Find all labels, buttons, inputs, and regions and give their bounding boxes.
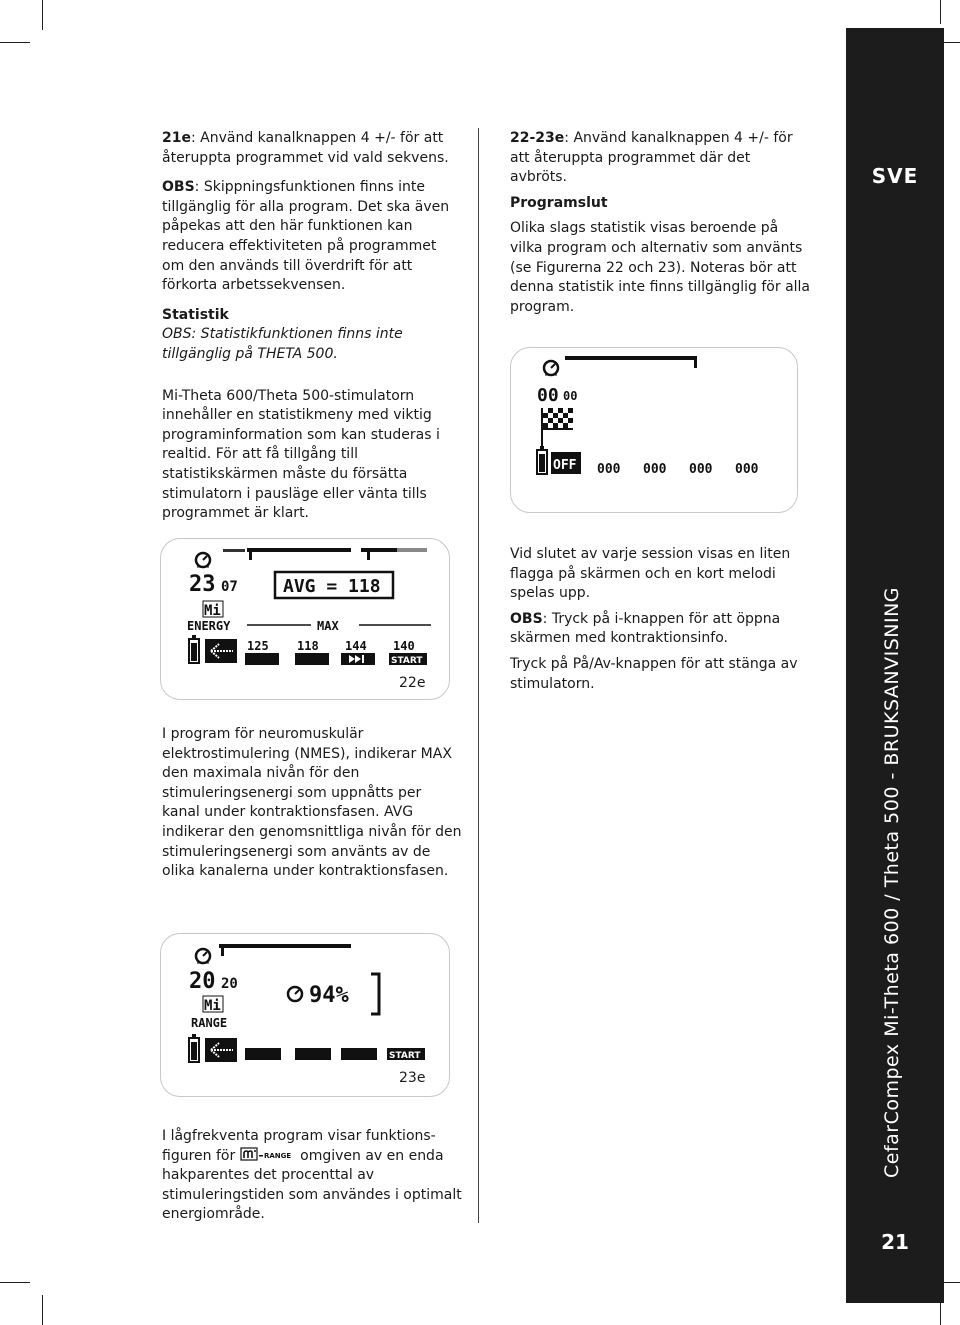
crop-mark	[940, 1300, 941, 1325]
fig22-value-4: 140	[393, 639, 415, 653]
sidebar-tab	[846, 28, 944, 1303]
label-obs: OBS	[162, 179, 195, 196]
fig-end-channel-1: 000	[597, 462, 621, 477]
fig22-value-1: 125	[247, 639, 269, 653]
clock-icon	[196, 949, 210, 963]
paragraph-programslut: Olika slags statistik visas beroende på vilka program och alternativ som använts (se Figurerna 22 och 23). Noteras bör att denna statistik inte finns tillgänglig för alla program.	[510, 220, 811, 315]
fig22-value-2: 118	[297, 639, 319, 653]
svg-text:START: START	[389, 1051, 421, 1061]
figure-22e-label: 22e	[399, 675, 426, 691]
page-number: 21	[881, 1230, 909, 1254]
fig22-time-big: 23	[189, 572, 216, 597]
clock-icon	[544, 361, 558, 375]
crop-mark	[42, 0, 43, 30]
battery-icon	[189, 1034, 199, 1062]
crop-mark	[0, 1282, 30, 1283]
svg-text:RANGE: RANGE	[263, 1151, 291, 1160]
paragraph-power-off: Tryck på På/Av-knappen för att stänga av stimulatorn.	[510, 655, 798, 692]
fig-end-channel-4: 000	[735, 462, 759, 477]
figure-end-lcd	[510, 347, 798, 513]
fig22-avg: AVG = 118	[283, 576, 381, 597]
fig22-value-3: 144	[345, 639, 367, 653]
fig22-energy-label: ENERGY	[187, 619, 231, 633]
skip-icon	[341, 653, 375, 665]
mi-icon	[203, 996, 223, 1014]
heading-programslut: Programslut	[510, 194, 608, 211]
paragraph-22-23e: 22-23e: Använd kanalknappen 4 +/- för att återuppta programmet där det avbröts.	[510, 130, 793, 186]
label-21e: 21e	[162, 130, 191, 146]
svg-text:OFF: OFF	[553, 458, 577, 473]
figure-23e-lcd	[160, 933, 450, 1097]
paragraph-statistik-menu: Mi-Theta 600/Theta 500-stimulatorn innehåller en statistikmeny med viktig programinformation som kan studeras i realtid. För att få tillgång till statistikskärmen måste du försätta stimulatorn i pausläge eller vänta tills programmet är klart.	[162, 387, 440, 522]
fig-end-time-small: 00	[563, 389, 578, 403]
battery-icon	[189, 635, 199, 663]
left-column-middle	[162, 725, 462, 882]
off-label-icon	[551, 452, 581, 474]
progress-bar-icon	[565, 356, 697, 368]
paragraph-obs-skip: OBS: Skippningsfunktionen finns inte tillgänglig för alla program. Det ska även påpekas att den här funktionen kan reducera effektiviteten på programmet om den används till överdrift för att förkorta arbetssekvensen.	[162, 179, 450, 294]
right-column-bottom	[510, 545, 810, 694]
progress-bar-icon	[219, 944, 351, 956]
bracket-icon	[371, 974, 379, 1014]
start-button-icon	[387, 1048, 425, 1061]
mi-icon	[203, 601, 223, 619]
svg-text:START: START	[391, 656, 423, 666]
fig23-time-small: 20	[221, 976, 238, 992]
label-obs-right: OBS	[510, 610, 543, 627]
crop-mark	[940, 0, 941, 24]
fig23-time-big: 20	[189, 969, 216, 994]
fig-end-channel-3: 000	[689, 462, 713, 477]
manual-title: CefarCompex Mi-Theta 600 / Theta 500 - BRUKSANVISNING	[881, 586, 903, 1178]
percent-clock-icon	[288, 987, 302, 1001]
left-column-top	[162, 129, 462, 524]
svg-text:Mi: Mi	[204, 603, 221, 619]
paragraph-21e: 21e: Använd kanalknappen 4 +/- för att återuppta programmet vid vald sekvens.	[162, 130, 449, 166]
clock-icon	[196, 553, 210, 567]
label-22-23e: 22-23e	[510, 130, 565, 146]
fig-end-time-big: 00	[537, 385, 559, 406]
paragraph-obs-i-knappen: OBS: Tryck på i-knappen för att öppna skärmen med kontraktionsinfo.	[510, 610, 781, 647]
figure-22e-lcd	[160, 538, 450, 700]
back-arrow-icon	[205, 1038, 237, 1062]
language-label: SVE	[871, 164, 919, 188]
paragraph-lagfrekventa: I lågfrekventa program visar funktions-figuren för RANGE omgiven av en enda hakparentes det procenttal av stimuleringstiden som användes i optimalt energiområde.	[162, 1128, 462, 1223]
mi-range-icon	[240, 1147, 296, 1161]
checkered-flag-icon	[541, 408, 573, 448]
figure-23e-label: 23e	[399, 1070, 426, 1086]
paragraph-nmes: I program för neuromuskulär elektrostimulering (NMES), indikerar MAX den maximala nivån för den stimuleringsenergi som uppnåtts per kanal under kontraktionsfasen. AVG indikerar den genomsnittliga nivån för den stimuleringsenergi som använts av de olika kanalerna under kontraktionsfasen.	[162, 726, 462, 880]
fig22-time-small: 07	[221, 579, 238, 595]
statistik-note: OBS: Statistikfunktionen finns inte tillgänglig på THETA 500.	[162, 326, 403, 362]
crop-mark	[0, 42, 30, 43]
svg-text:Mi: Mi	[204, 998, 221, 1014]
progress-bar-icon	[223, 548, 427, 560]
right-column-top	[510, 129, 810, 317]
left-column-bottom	[162, 1127, 462, 1225]
back-arrow-icon	[205, 639, 237, 663]
start-button-icon	[389, 653, 427, 666]
battery-icon	[537, 446, 547, 474]
column-divider	[478, 128, 479, 1223]
fig-end-channel-2: 000	[643, 462, 667, 477]
fig22-max-label: MAX	[317, 619, 339, 633]
paragraph-session-end: Vid slutet av varje session visas en liten flagga på skärmen och en kort melodi spelas upp.	[510, 546, 791, 602]
fig23-range-label: RANGE	[191, 1016, 228, 1030]
heading-statistik: Statistik	[162, 306, 229, 323]
fig23-percent: 94%	[309, 983, 349, 1008]
crop-mark	[42, 1295, 43, 1325]
